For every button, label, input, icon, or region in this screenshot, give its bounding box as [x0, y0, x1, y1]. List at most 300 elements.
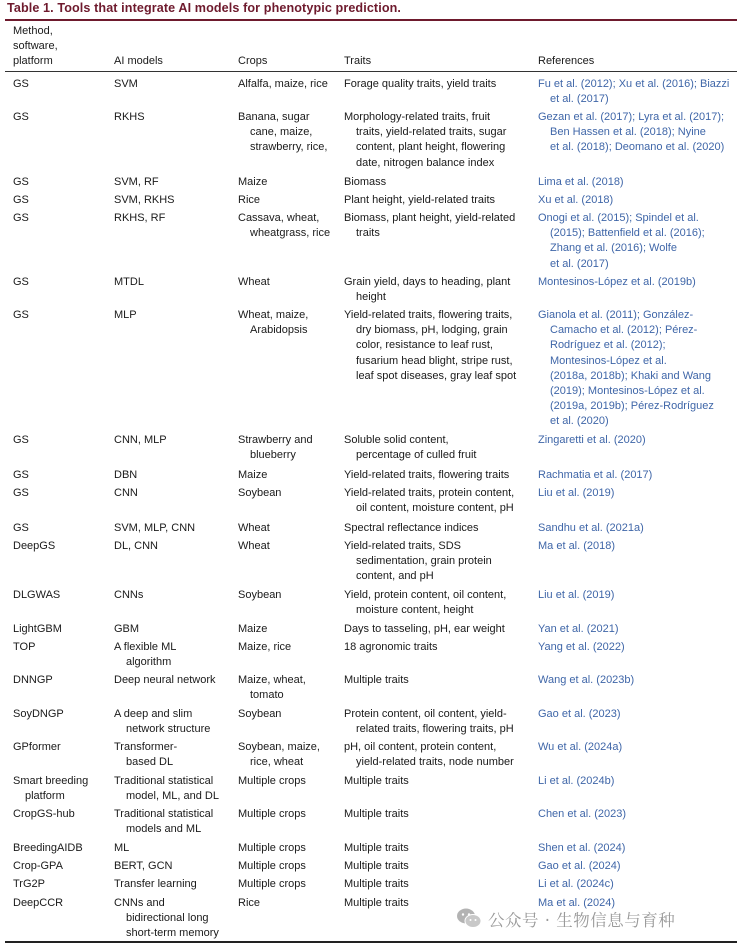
cell-references[interactable] [538, 433, 646, 448]
reference-link[interactable]: et al. (2017) [550, 93, 609, 106]
cell-traits [344, 193, 495, 208]
cell-line: Cassava, wheat, [238, 212, 320, 224]
cell-crops [238, 896, 260, 911]
cell-line: traits [356, 227, 380, 240]
cell-crops [238, 193, 260, 208]
header-line: AI models [114, 55, 163, 67]
cell-line: TrG2P [13, 878, 45, 890]
cell-line: network structure [126, 723, 211, 736]
cell-line: bidirectional long [126, 912, 209, 925]
cell-line: yield-related traits, node number [356, 756, 514, 769]
header-line: References [538, 55, 595, 67]
cell-crops [238, 774, 306, 789]
cell-crops [238, 807, 306, 822]
watermark [456, 904, 738, 932]
cell-line: rice, wheat [250, 756, 304, 769]
cell-method [13, 308, 29, 323]
cell-traits [344, 640, 438, 655]
cell-line: Transfer learning [114, 878, 197, 890]
header-crops [238, 54, 267, 69]
cell-line: Yield, protein content, oil content, [344, 589, 507, 601]
cell-line: Wheat [238, 276, 270, 288]
cell-line: LightGBM [13, 623, 62, 635]
reference-link[interactable]: Ma et al. (2018) [538, 540, 616, 552]
cell-traits [344, 275, 510, 305]
header-traits [344, 54, 371, 69]
reference-link[interactable]: Montesinos-López et al. [550, 354, 667, 367]
cell-line: percentage of culled fruit [356, 449, 477, 462]
reference-link[interactable]: Wang et al. (2023b) [538, 674, 635, 686]
cell-method [13, 433, 29, 448]
reference-link[interactable]: Onogi et al. (2015); Spindel et al. [538, 212, 699, 224]
cell-traits [344, 110, 506, 171]
cell-traits [344, 740, 514, 770]
cell-ai-models [114, 77, 138, 92]
cell-line: DeepCCR [13, 897, 64, 909]
cell-line: 18 agronomic traits [344, 641, 438, 653]
cell-method [13, 707, 64, 722]
cell-method [13, 211, 29, 226]
cell-method [13, 841, 83, 856]
cell-method [13, 896, 63, 911]
cell-crops [238, 740, 320, 770]
cell-line: Soybean [238, 487, 282, 499]
cell-line: DLGWAS [13, 589, 61, 601]
cell-line: based DL [126, 756, 174, 769]
cell-crops [238, 859, 306, 874]
cell-line: CNNs [114, 589, 144, 601]
cell-method [13, 539, 55, 554]
cell-references[interactable] [538, 877, 614, 892]
cell-line: content, plant height, flowering [356, 141, 506, 154]
reference-link[interactable]: (2019); Montesinos-López et al. [550, 385, 705, 398]
header-line: software, [13, 40, 58, 53]
reference-link[interactable]: Yang et al. (2022) [538, 641, 625, 653]
cell-crops [238, 707, 281, 722]
cell-crops [238, 308, 308, 338]
cell-line: Multiple crops [238, 860, 306, 872]
cell-line: SVM, RKHS [114, 194, 175, 206]
cell-line: Multiple traits [344, 674, 409, 686]
cell-line: GS [13, 78, 29, 90]
cell-method [13, 77, 29, 92]
cell-traits [344, 211, 515, 241]
cell-line: A deep and slim [114, 708, 193, 720]
cell-line: Spectral reflectance indices [344, 522, 479, 534]
cell-line: DNNGP [13, 674, 53, 686]
cell-crops [238, 539, 270, 554]
cell-line: cane, maize, [250, 126, 313, 139]
cell-references[interactable] [538, 468, 652, 483]
cell-crops [238, 175, 267, 190]
cell-method [13, 673, 53, 688]
reference-link[interactable]: Gezan et al. (2017); Lyra et al. (2017); [538, 111, 725, 123]
cell-line: moisture content, height [356, 604, 474, 617]
cell-line: GS [13, 176, 29, 188]
cell-line: GS [13, 469, 29, 481]
header-line: Crops [238, 55, 268, 67]
cell-line: strawberry, rice, [250, 141, 328, 154]
cell-method [13, 588, 60, 603]
cell-line: Plant height, yield-related traits [344, 194, 496, 206]
reference-link[interactable]: Chen et al. (2023) [538, 808, 627, 820]
cell-line: Multiple traits [344, 775, 409, 787]
cell-line: GBM [114, 623, 140, 635]
reference-link[interactable]: Camacho et al. (2012); Pérez- [550, 324, 698, 337]
cell-line: Strawberry and [238, 434, 313, 446]
cell-method [13, 807, 75, 822]
cell-line: GS [13, 212, 29, 224]
cell-crops [238, 275, 270, 290]
reference-link[interactable]: Yan et al. (2021) [538, 623, 619, 635]
reference-link[interactable]: Li et al. (2024b) [538, 775, 615, 787]
cell-traits [344, 588, 506, 618]
cell-line: Soybean [238, 589, 282, 601]
cell-crops [238, 877, 306, 892]
cell-references[interactable] [538, 841, 625, 856]
cell-ai-models [114, 807, 213, 837]
cell-method [13, 110, 29, 125]
cell-traits [344, 539, 492, 585]
cell-crops [238, 640, 291, 655]
cell-method [13, 859, 63, 874]
cell-method [13, 877, 45, 892]
cell-ai-models [114, 707, 210, 737]
cell-line: TOP [13, 641, 36, 653]
cell-line: A flexible ML [114, 641, 177, 653]
cell-line: Multiple traits [344, 808, 409, 820]
cell-line: Maize, rice [238, 641, 292, 653]
cell-ai-models [114, 468, 137, 483]
reference-link[interactable]: et al. (2017) [550, 257, 609, 270]
top-rule [5, 19, 737, 21]
reference-link[interactable]: Rodríguez et al. (2012); [550, 339, 666, 352]
cell-references[interactable] [538, 640, 625, 655]
cell-line: GS [13, 309, 29, 321]
reference-link[interactable]: et al. (2018); Deomano et al. (2020) [550, 141, 725, 154]
cell-line: SVM [114, 78, 138, 90]
cell-line: date, nitrogen balance index [356, 156, 495, 169]
cell-line: BERT, GCN [114, 860, 173, 872]
cell-line: Maize [238, 623, 268, 635]
cell-line: Transformer- [114, 741, 178, 753]
cell-ai-models [114, 193, 175, 208]
header-line: Traits [344, 55, 372, 67]
cell-line: GPformer [13, 741, 61, 753]
cell-line: SVM, MLP, CNN [114, 522, 196, 534]
reference-link[interactable]: Liu et al. (2019) [538, 589, 615, 601]
cell-crops [238, 486, 281, 501]
cell-line: MLP [114, 309, 137, 321]
cell-line: BreedingAIDB [13, 842, 83, 854]
cell-line: related traits, flowering traits, pH [356, 723, 514, 736]
cell-traits [344, 841, 409, 856]
cell-line: GS [13, 111, 29, 123]
cell-line: Yield-related traits, SDS [344, 540, 461, 552]
cell-line: algorithm [126, 656, 172, 669]
cell-line: Maize [238, 176, 268, 188]
reference-link[interactable]: Shen et al. (2024) [538, 842, 626, 854]
cell-line: Multiple crops [238, 808, 306, 820]
cell-line: leaf spot diseases, gray leaf spot [356, 369, 517, 382]
header-line: Method, [13, 25, 53, 37]
cell-traits [344, 486, 514, 516]
reference-link[interactable]: Wu et al. (2024a) [538, 741, 623, 753]
cell-line: SVM, RF [114, 176, 159, 188]
reference-link[interactable]: Gao et al. (2023) [538, 708, 621, 720]
cell-line: Smart breeding [13, 775, 89, 787]
cell-line: Multiple traits [344, 842, 409, 854]
cell-references[interactable] [538, 859, 621, 874]
cell-line: oil content, moisture content, pH [356, 502, 514, 515]
cell-line: Multiple traits [344, 897, 409, 909]
cell-line: GS [13, 434, 29, 446]
cell-line: traits, yield-related traits, sugar [356, 126, 507, 139]
cell-line: Rice [238, 194, 261, 206]
cell-line: blueberry [250, 449, 296, 462]
cell-crops [238, 622, 267, 637]
cell-line: Soybean, maize, [238, 741, 320, 753]
cell-crops [238, 77, 328, 92]
cell-method [13, 622, 62, 637]
cell-ai-models [114, 175, 159, 190]
cell-line: Multiple traits [344, 860, 409, 872]
table-caption: Table 1. Tools that integrate AI models for phenotypic prediction. [7, 1, 402, 15]
header-line: platform [13, 55, 53, 68]
cell-crops [238, 433, 313, 463]
reference-link[interactable]: Liu et al. (2019) [538, 487, 615, 499]
cell-ai-models [114, 486, 138, 501]
reference-link[interactable]: Zingaretti et al. (2020) [538, 434, 646, 446]
cell-line: Multiple crops [238, 878, 306, 890]
cell-crops [238, 110, 327, 156]
cell-references[interactable] [538, 707, 621, 722]
cell-line: sedimentation, grain protein [356, 555, 492, 568]
cell-crops [238, 521, 270, 536]
cell-line: Morphology-related traits, fruit [344, 111, 491, 123]
cell-traits [344, 877, 409, 892]
cell-ai-models [114, 433, 167, 448]
cell-line: short-term memory [126, 927, 219, 940]
cell-ai-models [114, 110, 145, 125]
reference-link[interactable]: Gao et al. (2024) [538, 860, 621, 872]
reference-link[interactable]: Rachmatia et al. (2017) [538, 469, 653, 481]
cell-line: Deep neural network [114, 674, 216, 686]
cell-references[interactable] [538, 275, 696, 290]
wechat-icon [456, 906, 482, 930]
cell-line: platform [25, 790, 65, 803]
cell-references[interactable] [538, 673, 634, 688]
cell-references[interactable] [538, 486, 614, 501]
cell-method [13, 521, 29, 536]
cell-line: Multiple crops [238, 842, 306, 854]
cell-line: Maize, wheat, [238, 674, 306, 686]
cell-references[interactable] [538, 740, 622, 755]
header-method [13, 24, 58, 70]
cell-traits [344, 774, 409, 789]
cell-method [13, 193, 29, 208]
cell-traits [344, 707, 514, 737]
cell-line: DBN [114, 469, 138, 481]
cell-line: Days to tasseling, pH, ear weight [344, 623, 505, 635]
cell-method [13, 774, 88, 804]
cell-line: Arabidopsis [250, 324, 308, 337]
cell-ai-models [114, 275, 144, 290]
cell-line: Protein content, oil content, yield- [344, 708, 507, 720]
cell-ai-models [114, 774, 219, 804]
reference-link[interactable]: Xu et al. (2018) [538, 194, 614, 206]
watermark-text: 公众号 · 生物信息与育种 [488, 911, 676, 930]
cell-traits [344, 468, 509, 483]
cell-references[interactable] [538, 774, 614, 789]
cell-line: Grain yield, days to heading, plant [344, 276, 511, 288]
cell-method [13, 740, 61, 755]
header-references [538, 54, 594, 69]
cell-crops [238, 468, 267, 483]
reference-link[interactable]: (2015); Battenfield et al. (2016); [550, 227, 705, 240]
header-rule [5, 71, 737, 72]
header-ai-models [114, 54, 163, 69]
cell-line: GS [13, 522, 29, 534]
cell-ai-models [114, 859, 172, 874]
cell-references[interactable] [538, 308, 714, 430]
cell-method [13, 486, 29, 501]
cell-line: Yield-related traits, flowering traits, [344, 309, 513, 321]
reference-link[interactable]: Lima et al. (2018) [538, 176, 624, 188]
cell-line: Banana, sugar [238, 111, 310, 123]
cell-traits [344, 622, 505, 637]
reference-link[interactable]: (2019a, 2019b); Pérez-Rodríguez [550, 400, 714, 413]
cell-references[interactable] [538, 193, 613, 208]
reference-link[interactable]: et al. (2020) [550, 415, 609, 428]
cell-line: wheatgrass, rice [250, 227, 331, 240]
cell-references[interactable] [538, 211, 705, 272]
cell-line: DeepGS [13, 540, 56, 552]
cell-line: model, ML, and DL [126, 790, 219, 803]
cell-ai-models [114, 308, 137, 323]
cell-references[interactable] [538, 175, 624, 190]
cell-line: RKHS [114, 111, 145, 123]
cell-traits [344, 807, 409, 822]
cell-line: CNN, MLP [114, 434, 167, 446]
cell-crops [238, 673, 306, 703]
cell-line: Crop-GPA [13, 860, 63, 872]
reference-link[interactable]: Ma et al. (2024) [538, 897, 616, 909]
cell-line: Multiple crops [238, 775, 306, 787]
reference-link[interactable]: Gianola et al. (2011); González- [538, 309, 694, 321]
cell-traits [344, 673, 409, 688]
cell-line: content, and pH [356, 570, 434, 583]
cell-method [13, 275, 29, 290]
reference-link[interactable]: Fu et al. (2012); Xu et al. (2016); Biazzi [538, 78, 730, 90]
cell-line: RKHS, RF [114, 212, 166, 224]
cell-traits [344, 859, 409, 874]
cell-traits [344, 175, 386, 190]
cell-ai-models [114, 521, 195, 536]
cell-line: Yield-related traits, protein content, [344, 487, 515, 499]
cell-method [13, 175, 29, 190]
cell-line: Wheat [238, 522, 270, 534]
cell-line: Rice [238, 897, 261, 909]
cell-references[interactable] [538, 521, 644, 536]
cell-line: GS [13, 276, 29, 288]
reference-link[interactable]: Montesinos-López et al. (2019b) [538, 276, 696, 288]
cell-ai-models [114, 211, 165, 226]
cell-line: Traditional statistical [114, 775, 214, 787]
cell-line: models and ML [126, 823, 202, 836]
cell-references[interactable] [538, 539, 615, 554]
cell-ai-models [114, 622, 139, 637]
cell-crops [238, 211, 330, 241]
cell-line: SoyDNGP [13, 708, 64, 720]
cell-line: GS [13, 487, 29, 499]
cell-traits [344, 433, 476, 463]
cell-line: dry biomass, pH, lodging, grain [356, 324, 508, 337]
cell-traits [344, 521, 479, 536]
reference-link[interactable]: Li et al. (2024c) [538, 878, 614, 890]
cell-line: Wheat [238, 540, 270, 552]
cell-ai-models [114, 673, 216, 688]
reference-link[interactable]: (2018a, 2018b); Khaki and Wang [550, 369, 712, 382]
cell-crops [238, 841, 306, 856]
reference-link[interactable]: Sandhu et al. (2021a) [538, 522, 644, 534]
cell-line: Forage quality traits, yield traits [344, 78, 497, 90]
cell-line: Biomass, plant height, yield-related [344, 212, 516, 224]
cell-references[interactable] [538, 588, 614, 603]
cell-method [13, 468, 29, 483]
cell-references[interactable] [538, 807, 626, 822]
cell-line: MTDL [114, 276, 144, 288]
reference-link[interactable]: Ben Hassen et al. (2018); Nyine [550, 126, 706, 139]
cell-line: pH, oil content, protein content, [344, 741, 497, 753]
cell-line: ML [114, 842, 130, 854]
cell-ai-models [114, 539, 158, 554]
cell-references[interactable] [538, 110, 724, 156]
cell-line: CNN [114, 487, 138, 499]
cell-traits [344, 308, 516, 384]
cell-line: fusarium head blight, stripe rust, [356, 354, 513, 367]
cell-traits [344, 77, 496, 92]
cell-ai-models [114, 841, 129, 856]
cell-ai-models [114, 740, 177, 770]
cell-line: color, resistance to leaf rust, [356, 339, 493, 352]
cell-line: Soybean [238, 708, 282, 720]
cell-line: Wheat, maize, [238, 309, 309, 321]
cell-line: Yield-related traits, flowering traits [344, 469, 510, 481]
cell-line: Multiple traits [344, 878, 409, 890]
cell-references[interactable] [538, 77, 729, 107]
cell-line: GS [13, 194, 29, 206]
cell-line: height [356, 291, 386, 304]
cell-crops [238, 588, 281, 603]
cell-ai-models [114, 588, 143, 603]
cell-line: Traditional statistical [114, 808, 214, 820]
cell-line: tomato [250, 689, 284, 702]
cell-line: Maize [238, 469, 268, 481]
cell-line: CropGS-hub [13, 808, 75, 820]
cell-ai-models [114, 877, 197, 892]
cell-method [13, 640, 35, 655]
cell-references[interactable] [538, 622, 619, 637]
cell-line: Alfalfa, maize, rice [238, 78, 328, 90]
reference-link[interactable]: Zhang et al. (2016); Wolfe [550, 242, 677, 255]
cell-line: CNNs and [114, 897, 165, 909]
cell-line: Soluble solid content, [344, 434, 449, 446]
cell-ai-models [114, 640, 176, 670]
cell-line: DL, CNN [114, 540, 159, 552]
cell-line: Biomass [344, 176, 387, 188]
cell-traits [344, 896, 409, 911]
